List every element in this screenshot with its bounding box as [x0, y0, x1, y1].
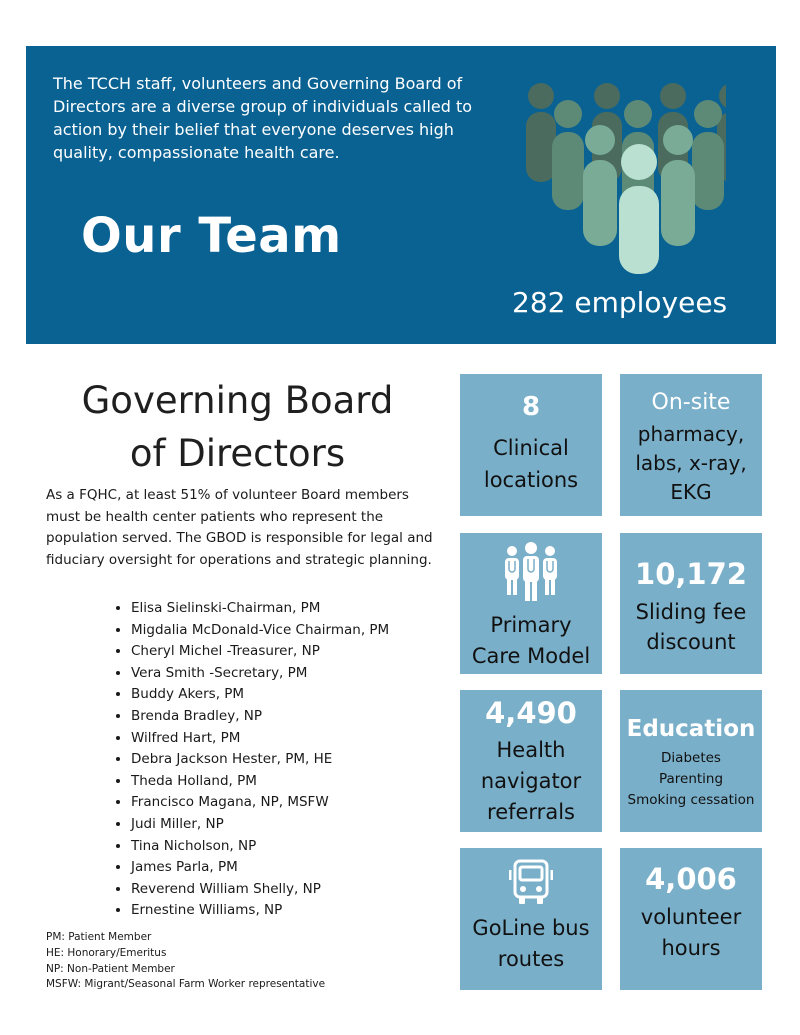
- onsite-line: EKG: [670, 480, 712, 504]
- education-item: Parenting: [658, 771, 724, 787]
- primary-care-label: Care Model: [471, 644, 591, 668]
- legend-item: NP: Non-Patient Member: [46, 962, 175, 975]
- board-member: • Tina Nicholson, NP: [131, 836, 389, 858]
- education-tile: [620, 690, 762, 832]
- primary-care-tile: [460, 533, 602, 674]
- goline-label: routes: [497, 947, 565, 971]
- goline-tile: [460, 848, 602, 990]
- board-member: • Francisco Magana, NP, MSFW: [131, 792, 389, 814]
- education-item: Smoking cessation: [627, 792, 755, 808]
- navigator-label: Health: [496, 738, 566, 762]
- onsite-line: pharmacy,: [637, 422, 745, 446]
- board-member: • Buddy Akers, PM: [131, 684, 389, 706]
- board-member-list: [113, 598, 389, 922]
- board-member: • Elisa Sielinski-Chairman, PM: [131, 598, 389, 620]
- board-member: • Cheryl Michel -Treasurer, NP: [131, 641, 389, 663]
- bus-icon: [509, 858, 553, 906]
- board-member: • Debra Jackson Hester, PM, HE: [131, 749, 389, 771]
- volunteer-number: 4,006: [645, 862, 737, 896]
- navigator-number: 4,490: [485, 696, 577, 730]
- clinical-locations-label: locations: [483, 468, 579, 492]
- governing-board-title-line2: of Directors: [129, 432, 346, 475]
- volunteer-hours-tile: [620, 848, 762, 990]
- governing-board-title: [40, 374, 435, 480]
- sliding-fee-label: discount: [646, 630, 736, 654]
- board-member: • Ernestine Williams, NP: [131, 900, 389, 922]
- legend-item: PM: Patient Member: [46, 931, 152, 943]
- sliding-fee-number: 10,172: [635, 557, 747, 591]
- board-member: • Wilfred Hart, PM: [131, 728, 389, 750]
- banner-intro-text: The TCCH staff, volunteers and Governing Board of Directors are a diverse group of individuals called to action by their belief that everyone deserves high quality, compassionate health care.: [53, 74, 473, 162]
- clinical-locations-number: 8: [521, 392, 541, 422]
- our-team-banner: [26, 46, 776, 344]
- education-heading: Education: [626, 716, 756, 742]
- board-member: • Theda Holland, PM: [131, 771, 389, 793]
- board-member: • Judi Miller, NP: [131, 814, 389, 836]
- sliding-fee-label: Sliding fee: [635, 600, 747, 624]
- onsite-heading: On-site: [651, 390, 731, 415]
- education-item: Diabetes: [661, 750, 721, 766]
- employee-count: 282 employees: [512, 286, 728, 319]
- clinical-locations-label: Clinical: [493, 436, 569, 460]
- primary-care-label: Primary: [490, 613, 572, 637]
- governing-board-description: As a FQHC, at least 51% of volunteer Board members must be health center patients who represent the population served. The GBOD is responsible for legal and fiduciary oversight for operations and strategic planning.: [46, 487, 433, 568]
- navigator-label: referrals: [487, 800, 575, 824]
- legend-item: HE: Honorary/Emeritus: [46, 946, 167, 959]
- governing-board-title-line1: Governing Board: [81, 379, 394, 422]
- onsite-services-tile: [620, 374, 762, 516]
- volunteer-label: volunteer: [640, 905, 742, 929]
- volunteer-label: hours: [661, 936, 721, 960]
- people-group-icon: [496, 74, 726, 274]
- board-member: • Brenda Bradley, NP: [131, 706, 389, 728]
- medical-team-icon: [500, 541, 562, 603]
- board-member: • Vera Smith -Secretary, PM: [131, 663, 389, 685]
- abbreviation-legend: [46, 930, 325, 993]
- onsite-line: labs, x-ray,: [635, 451, 747, 475]
- board-member: • Migdalia McDonald-Vice Chairman, PM: [131, 620, 389, 642]
- board-member: • Reverend William Shelly, NP: [131, 879, 389, 901]
- our-team-title: Our Team: [81, 208, 342, 264]
- clinical-locations-tile: [460, 374, 602, 516]
- legend-item: MSFW: Migrant/Seasonal Farm Worker representative: [46, 978, 326, 991]
- goline-label: GoLine bus: [472, 916, 590, 940]
- navigator-label: navigator: [480, 769, 582, 793]
- sliding-fee-tile: [620, 533, 762, 674]
- board-member: • James Parla, PM: [131, 857, 389, 879]
- health-navigator-tile: [460, 690, 602, 832]
